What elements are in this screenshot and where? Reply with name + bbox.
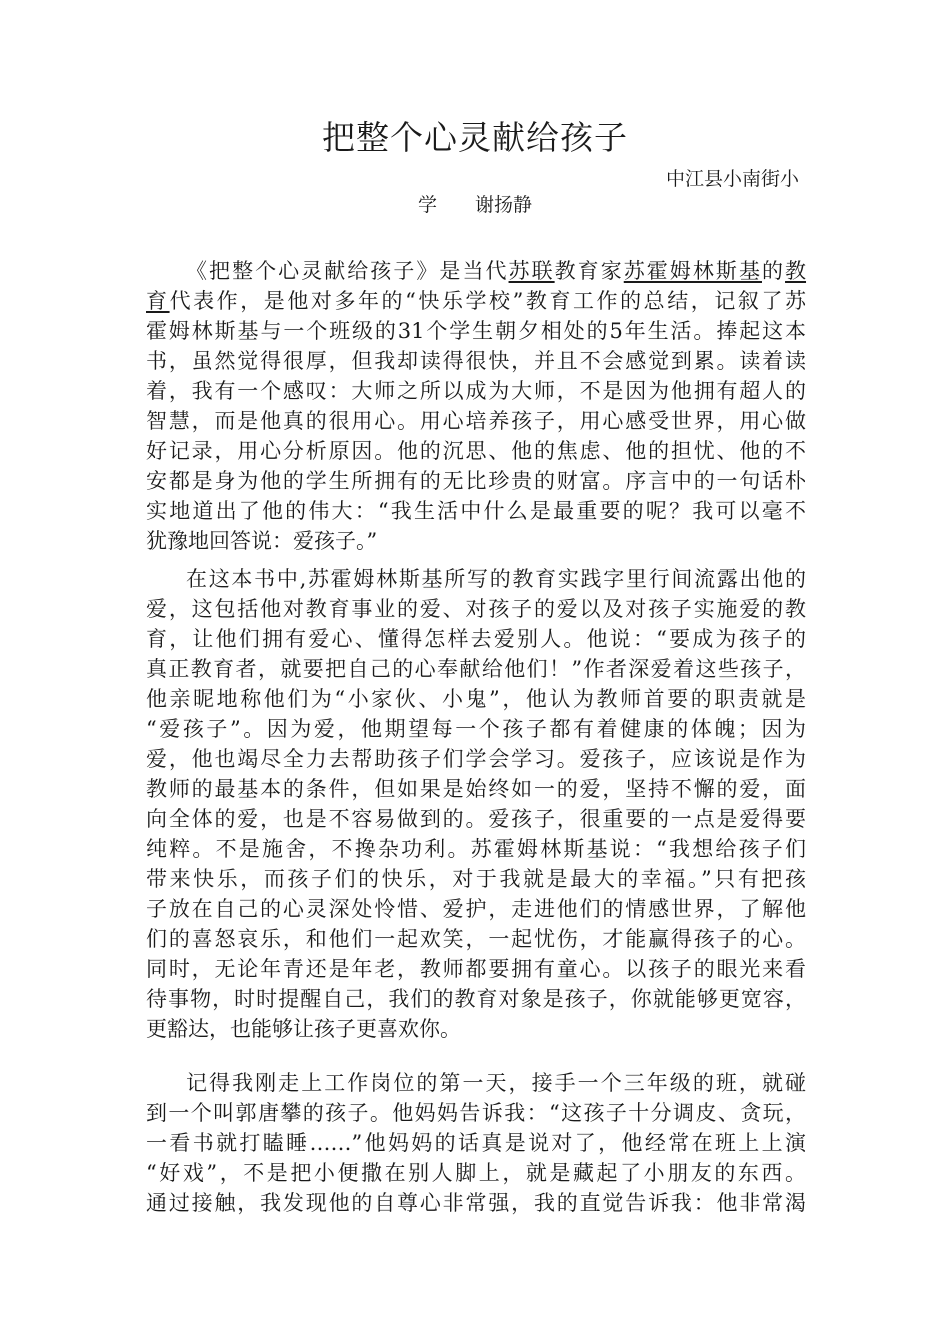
text-line: 向全体的爱，也是不容易做到的。爱孩子，很重要的一点是爱得要 [146,807,806,831]
author-line-2: 学 谢扬静 [417,194,532,216]
page-title: 把整个心灵献给孩子 [322,118,628,157]
author-line-1: 中江县小南街小 [666,168,800,190]
text-line: 更豁达，也能够让孩子更喜欢你。 [146,1017,461,1041]
text-line: 记得我刚走上工作岗位的第一天，接手一个三年级的班，就碰 [186,1071,806,1095]
text-line: 同时，无论年青还是年老，教师都要拥有童心。以孩子的眼光来看 [146,957,806,981]
text-line: 们的喜怒哀乐，和他们一起欢笑，一起忧伤，才能赢得孩子的心。 [146,927,806,951]
text-line: 通过接触，我发现他的自尊心非常强，我的直觉告诉我：他非常渴 [146,1191,806,1215]
text-line: 待事物，时时提醒自己，我们的教育对象是孩子，你就能够更宽容， [146,987,806,1011]
text-line: 好记录，用心分析原因。他的沉思、他的焦虑、他的担忧、他的不 [146,439,806,463]
text-line: 到一个叫郭唐攀的孩子。他妈妈告诉我：“这孩子十分调皮、贪玩， [146,1101,806,1125]
text-line: 教师的最基本的条件，但如果是始终如一的爱，坚持不懈的爱，面 [146,777,806,801]
text-line: 犹豫地回答说：爱孩子。” [146,529,378,553]
text-line [146,286,806,316]
text-line: 着，我有一个感叹：大师之所以成为大师，不是因为他拥有超人的 [146,379,806,403]
text-line: 真正教育者，就要把自己的心奉献给他们！”作者深爱着这些孩子， [146,657,806,681]
text-line: 智慧，而是他真的很用心。用心培养孩子，用心感受世界，用心做 [146,409,806,433]
text-line: “好戏”，不是把小便撒在别人脚上，就是藏起了小朋友的东西。 [146,1161,806,1185]
text-line: 纯粹。不是施舍，不搀杂功利。苏霍姆林斯基说：“我想给孩子们 [146,837,806,861]
link-education[interactable]: 育 [146,289,170,313]
link-soviet[interactable]: 苏联 [508,259,555,283]
text-line: 霍姆林斯基与一个班级的31个学生朝夕相处的5年生活。捧起这本 [146,319,806,343]
text-line: 实地道出了他的伟大：“我生活中什么是最重要的呢？我可以毫不 [146,499,806,523]
text-line: 爱，他也竭尽全力去帮助孩子们学会学习。爱孩子，应该说是作为 [146,747,806,771]
text-span: 代表作，是他对多年的“快乐学校”教育工作的总结，记叙了苏 [169,289,806,313]
text-line: 他亲昵地称他们为“小家伙、小鬼”，他认为教师首要的职责就是 [146,687,806,711]
text-span: 的 [761,259,786,283]
text-line: 带来快乐，而孩子们的快乐，对于我就是最大的幸福。”只有把孩 [146,867,806,891]
text-span: 《把整个心灵献给孩子》是当代 [186,259,509,283]
text-line: 在这本书中,苏霍姆林斯基所写的教育实践字里行间流露出他的 [186,567,806,591]
text-line: 育，让他们拥有爱心、懂得怎样去爱别人。他说：“要成为孩子的 [146,627,806,651]
text-line: 书，虽然觉得很厚，但我却读得很快，并且不会感觉到累。读着读 [146,349,806,373]
link-sukhomlinsky[interactable]: 苏霍姆林斯基 [623,259,762,283]
text-line: 一看书就打瞌睡……”他妈妈的话真是说对了，他经常在班上上演 [146,1131,806,1155]
text-line: “爱孩子”。因为爱，他期望每一个孩子都有着健康的体魄；因为 [146,717,806,741]
text-line: 爱，这包括他对教育事业的爱、对孩子的爱以及对孩子实施爱的教 [146,597,806,621]
text-line [186,256,806,286]
text-line: 子放在自己的心灵深处怜惜、爱护，走进他们的情感世界，了解他 [146,897,806,921]
link-education[interactable]: 教 [785,259,807,283]
text-line: 安都是身为他的学生所拥有的无比珍贵的财富。序言中的一句话朴 [146,469,806,493]
text-span: 教育家 [554,259,624,283]
